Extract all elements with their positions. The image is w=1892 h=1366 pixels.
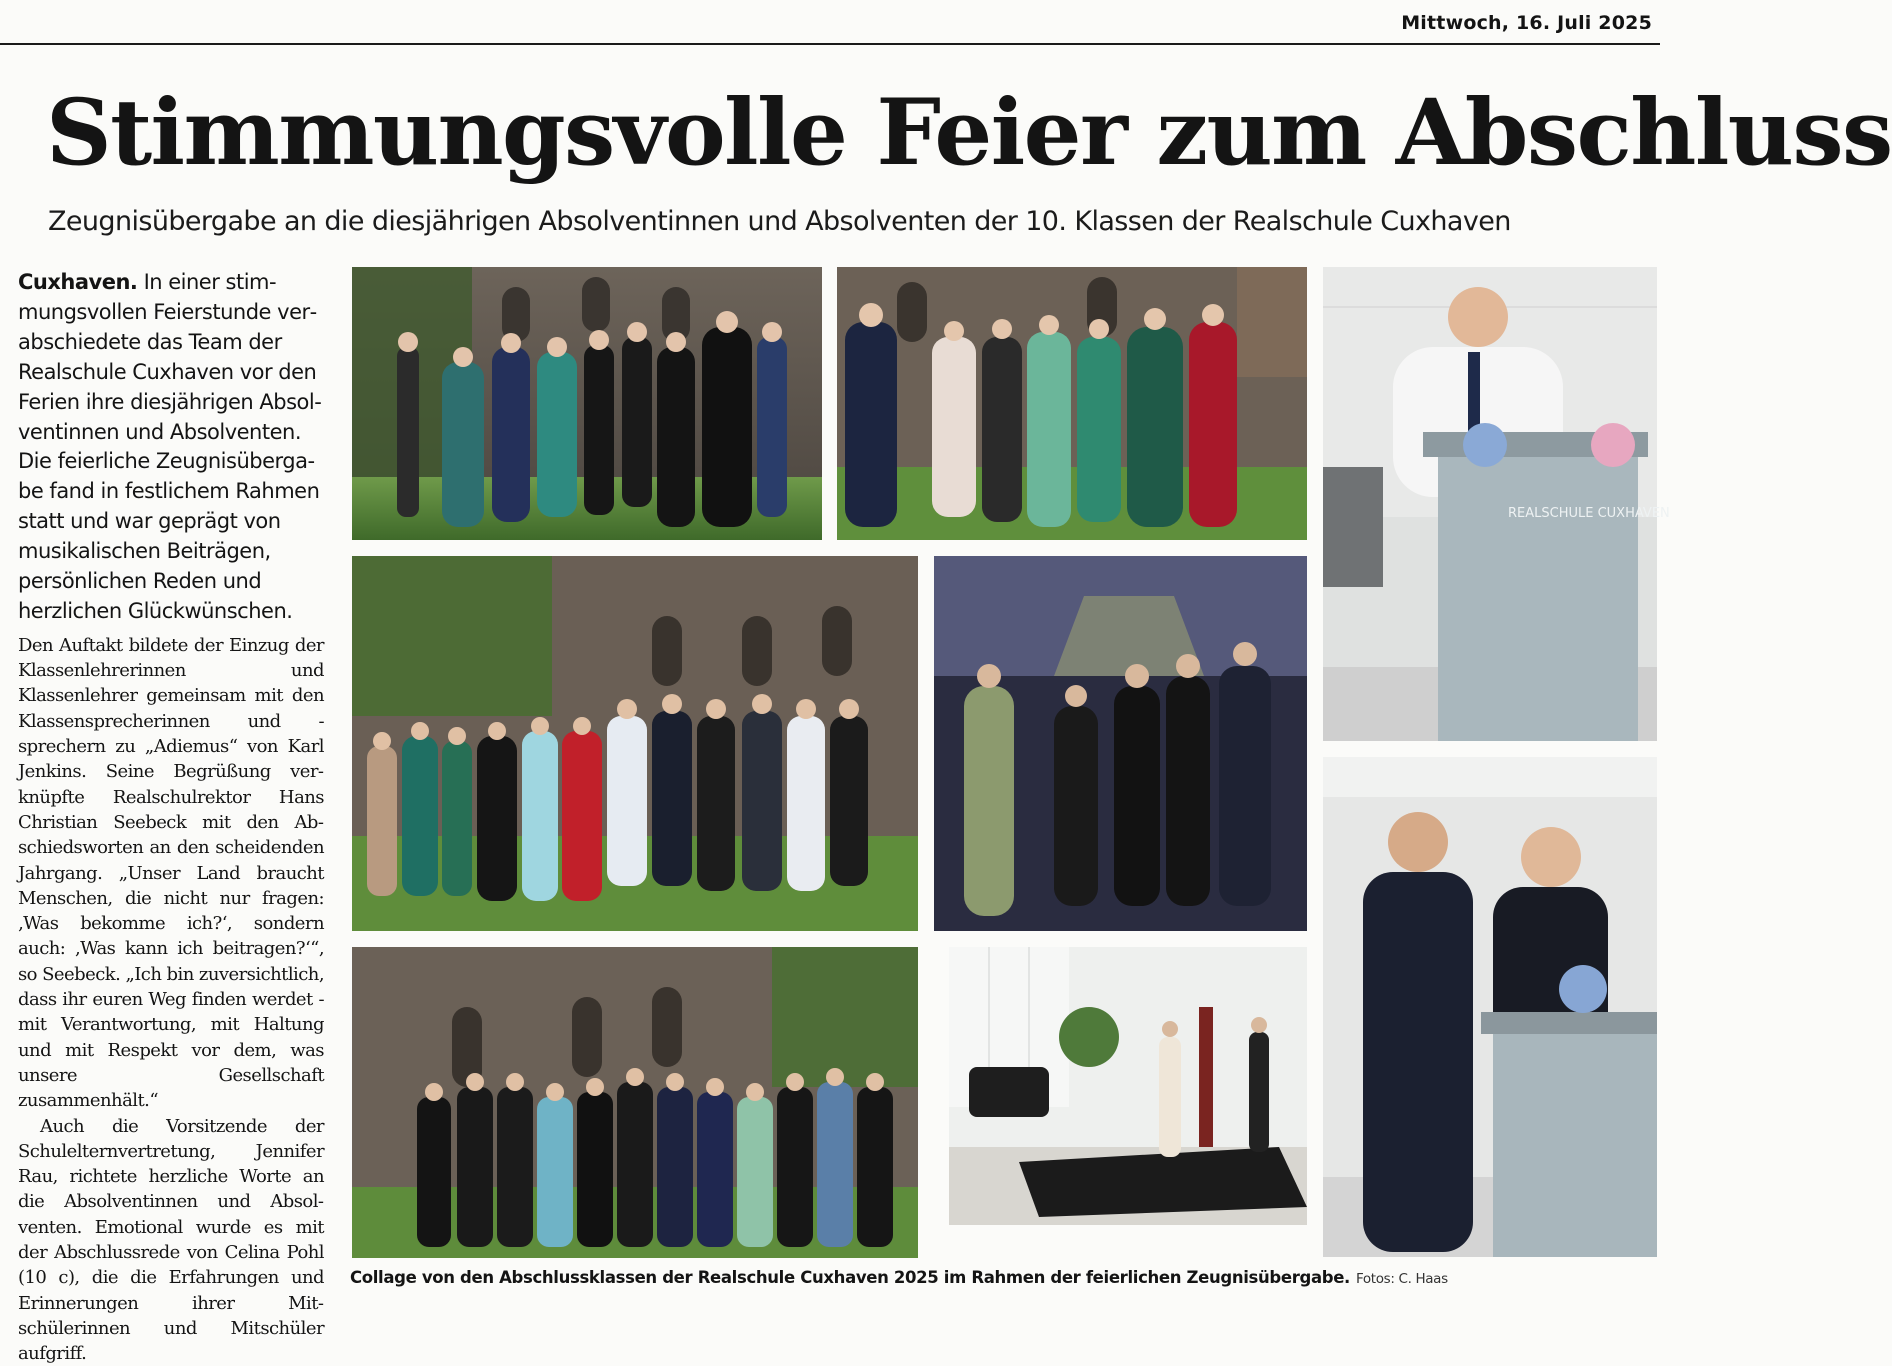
article-lead — [18, 268, 324, 627]
photo-speaker-lectern — [1323, 267, 1670, 741]
photo-group-church-2 — [837, 267, 1307, 540]
photo-stage-performance — [949, 947, 1307, 1225]
photo-two-speakers — [1323, 757, 1657, 1257]
caption-text: Collage von den Abschlussklassen der Realschule Cuxhaven 2025 im Rahmen der feierlichen Zeugnisübergabe. — [350, 1268, 1350, 1287]
photo-group-church-3 — [352, 556, 918, 931]
article-dateline: Cuxhaven. — [18, 270, 138, 294]
subheadline: Zeugnisübergabe an die diesjährigen Absolventinnen und Absolventen der 10. Klassen der Realschule Cuxhaven — [48, 206, 1511, 237]
photo-group-church-4 — [352, 947, 918, 1258]
photo-party-dance — [934, 556, 1307, 931]
headline: Stimmungsvolle Feier zum Abschluss — [46, 80, 1892, 186]
photo-caption — [350, 1268, 1650, 1287]
article-paragraph-2: Auch die Vorsitzende der Schulelternvertretung, Jennifer Rau, richtete herzliche Worte an die Absolventinnen und Absolventen. Emotional wurde es mit der Abschlussrede von Celina Pohl (10 c), die die Erfahrungen und Erinnerungen ihrer Mitschülerinnen und Mitschüler aufgriff. — [18, 1115, 324, 1365]
date-line: Mittwoch, 16. Juli 2025 — [1401, 12, 1652, 34]
top-rule — [0, 43, 1660, 45]
article-paragraph-1: Den Auftakt bildete der Einzug der Klassenlehrerinnen und Klassenlehrer gemeinsam mit den Klassensprecherinnen und -sprechern zu „Adiemus“ von Karl Jenkins. Seine Begrüßung verknüpfte Realschulrektor Hans Christian Seebeck mit den Abschiedsworten an den scheidenden Jahrgang. „Unser Land braucht Menschen, die nicht nur fragen: ‚Was bekomme ich?‘, sondern auch: ‚Was kann ich beitragen?‘“, so Seebeck. „Ich bin zuversichtlich, dass ihr euren Weg finden werdet - mit Verantwortung, mit Haltung und mit Respekt vor dem, was unsere Gesellschaft zusammenhält.“ — [18, 634, 324, 1112]
photo-credit: Fotos: C. Haas — [1355, 1271, 1448, 1287]
lectern-sign: REALSCHULE CUXHAVEN — [1508, 506, 1670, 521]
article-lead-text: In einer stimmungsvollen Feierstunde verabschiedete das Team der Realschule Cuxhaven vor den Ferien ihre diesjährigen Absolventinnen und Absolventen. Die feierliche Zeugnisübergabe fand in festlichem Rahmen statt und war geprägt von musikalischen Beiträgen, persönlichen Reden und herzlichen Glückwünschen. — [18, 270, 322, 623]
article-column — [18, 268, 324, 1366]
photo-group-church-1 — [352, 267, 822, 540]
